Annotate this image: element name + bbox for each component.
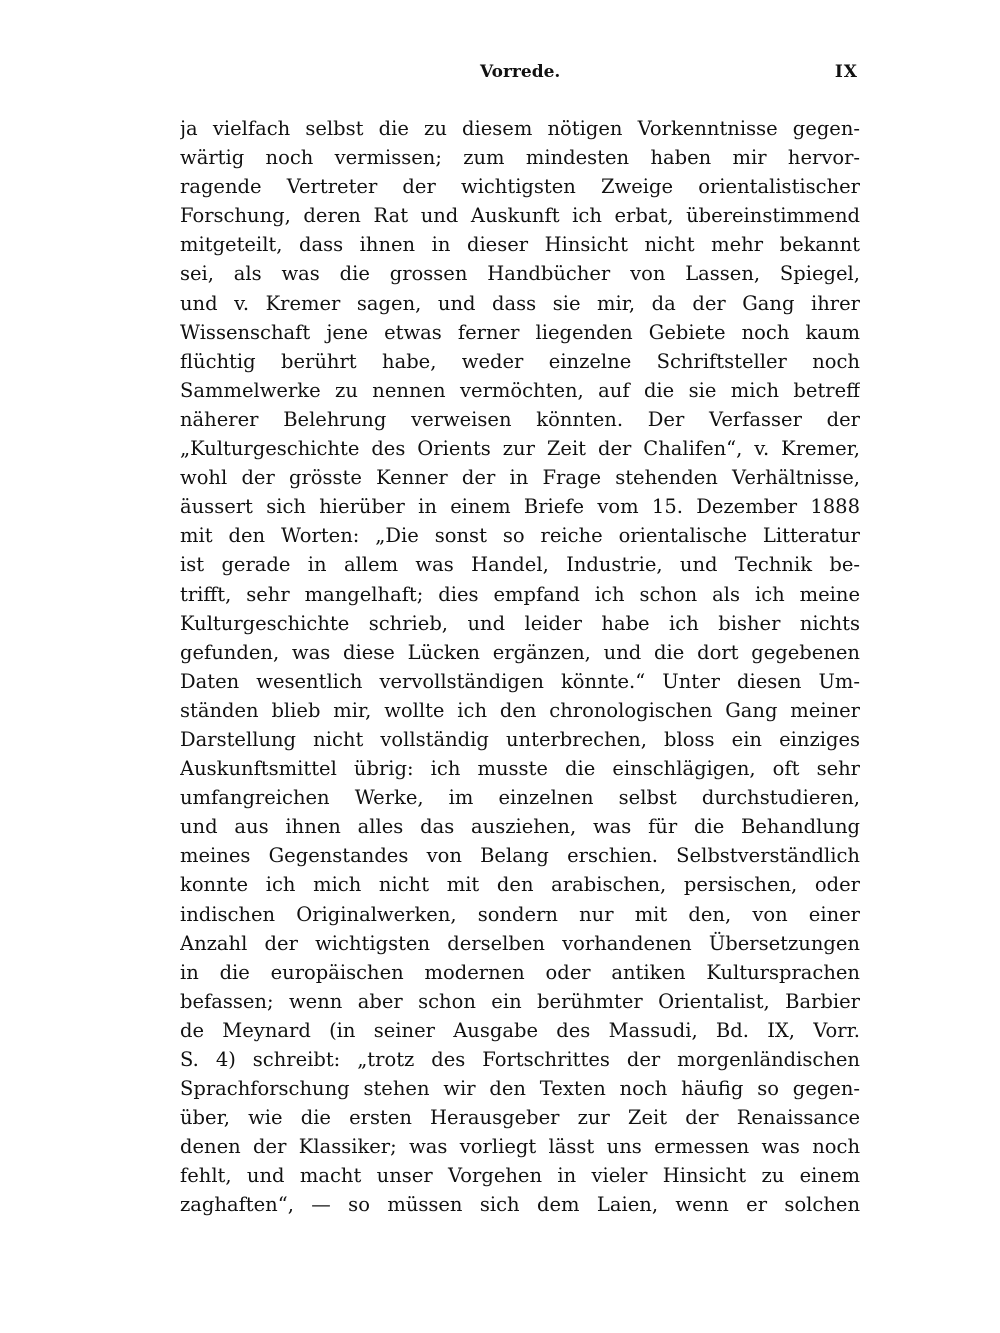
text-line: näherer Belehrung verweisen könnten. Der Verfasser der: [180, 407, 860, 431]
body-text: [180, 114, 860, 1220]
text-line: denen der Klassiker; was vorliegt lässt uns ermessen was noch: [180, 1135, 860, 1159]
text-line: zaghaften“, — so müssen sich dem Laien, wenn er solchen: [180, 1193, 860, 1217]
page-number: IX: [834, 62, 858, 82]
text-line: mitgeteilt, dass ihnen in dieser Hinsicht nicht mehr bekannt: [180, 233, 860, 257]
running-title: Vorrede.: [480, 62, 561, 82]
text-line: und v. Kremer sagen, und dass sie mir, da der Gang ihrer: [180, 291, 860, 315]
text-line: de Meynard (in seiner Ausgabe des Massudi, Bd. IX, Vorr.: [180, 1018, 860, 1042]
text-line: befassen; wenn aber schon ein berühmter Orientalist, Barbier: [180, 989, 860, 1013]
text-line: Darstellung nicht vollständig unterbrechen, bloss ein einziges: [180, 727, 860, 751]
text-line: Forschung, deren Rat und Auskunft ich erbat, übereinstimmend: [180, 204, 860, 228]
text-line: Anzahl der wichtigsten derselben vorhandenen Übersetzungen: [180, 931, 860, 955]
text-line: flüchtig berührt habe, weder einzelne Schriftsteller noch: [180, 349, 860, 373]
text-line: ja vielfach selbst die zu diesem nötigen Vorkenntnisse gegen-: [180, 117, 860, 140]
text-line: indischen Originalwerken, sondern nur mit den, von einer: [180, 902, 860, 926]
text-line: konnte ich mich nicht mit den arabischen, persischen, oder: [180, 873, 860, 897]
text-line: wärtig noch vermissen; zum mindesten haben mir hervor-: [180, 146, 860, 170]
text-line: Wissenschaft jene etwas ferner liegenden Gebiete noch kaum: [180, 320, 860, 344]
text-line: Sammelwerke zu nennen vermöchten, auf die sie mich betreff: [180, 378, 860, 402]
text-line: fehlt, und macht unser Vorgehen in vieler Hinsicht zu einem: [180, 1164, 860, 1188]
text-line: mit den Worten: „Die sonst so reiche orientalische Litteratur: [180, 524, 860, 548]
text-line: umfangreichen Werke, im einzelnen selbst durchstudieren,: [180, 786, 860, 810]
text-line: über, wie die ersten Herausgeber zur Zeit der Renaissance: [180, 1106, 860, 1130]
text-line: Sprachforschung stehen wir den Texten noch häufig so gegen-: [180, 1077, 860, 1101]
text-line: Kulturgeschichte schrieb, und leider habe ich bisher nichts: [180, 611, 860, 635]
text-line: in die europäischen modernen oder antiken Kultursprachen: [180, 960, 860, 984]
text-line: Auskunftsmittel übrig: ich musste die einschlägigen, oft sehr: [180, 757, 860, 781]
text-line: äussert sich hierüber in einem Briefe vom 15. Dezember 1888: [180, 495, 860, 519]
text-line: meines Gegenstandes von Belang erschien. Selbstverständlich: [180, 844, 860, 868]
text-line: gefunden, was diese Lücken ergänzen, und die dort gegebenen: [180, 640, 860, 664]
text-line: ist gerade in allem was Handel, Industrie, und Technik be-: [180, 553, 860, 577]
text-line: trifft, sehr mangelhaft; dies empfand ich schon als ich meine: [180, 582, 860, 606]
text-line: wohl der grösste Kenner der in Frage stehenden Verhältnisse,: [180, 466, 860, 490]
text-line: S. 4) schreibt: „trotz des Fortschrittes der morgenländischen: [180, 1048, 860, 1071]
text-line: Daten wesentlich vervollständigen könnte.“ Unter diesen Um-: [180, 669, 860, 693]
text-line: ständen blieb mir, wollte ich den chronologischen Gang meiner: [180, 698, 860, 722]
text-line: ragende Vertreter der wichtigsten Zweige orientalistischer: [180, 175, 860, 199]
running-head: [180, 62, 860, 88]
text-line: „Kulturgeschichte des Orients zur Zeit der Chalifen“, v. Kremer,: [180, 437, 860, 461]
text-line: sei, als was die grossen Handbücher von Lassen, Spiegel,: [180, 262, 860, 286]
text-line: und aus ihnen alles das ausziehen, was für die Behandlung: [180, 815, 860, 839]
